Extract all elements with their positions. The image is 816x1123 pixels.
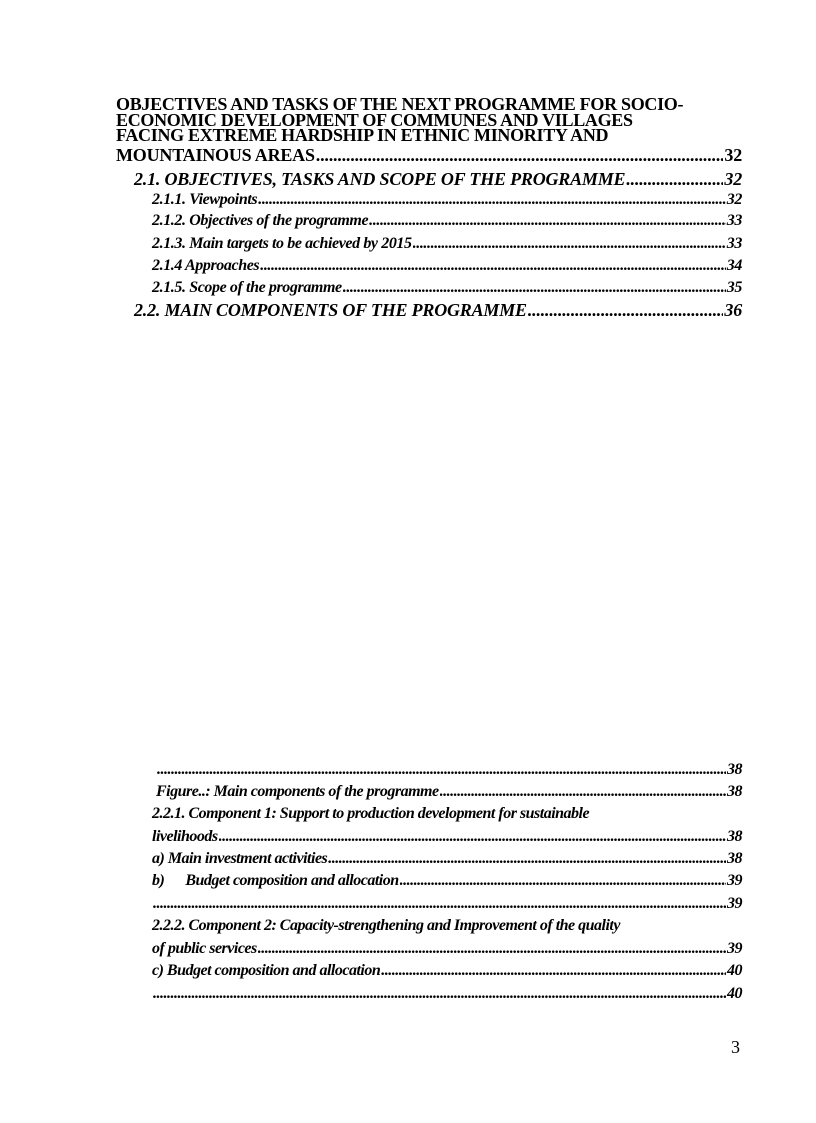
dot-leader <box>258 192 726 208</box>
toc-page-number: 32 <box>724 169 742 189</box>
toc-page-number: 32 <box>726 191 742 208</box>
toc-entry-2-1-3[interactable] <box>152 236 742 252</box>
toc-entry-2-2-1-first-line[interactable]: 2.2.1. Component 1: Support to production development for sustainable <box>152 805 590 822</box>
toc-page-number: 35 <box>726 279 742 296</box>
dot-leader <box>381 963 726 979</box>
dot-leader <box>316 146 724 164</box>
dot-leader <box>258 941 726 957</box>
toc-page-number: 32 <box>724 145 742 165</box>
toc-entry-2-2-2-first-line[interactable]: 2.2.2. Component 2: Capacity-strengthening and Improvement of the quality <box>152 917 620 934</box>
toc-page-number: 33 <box>726 212 742 229</box>
toc-entry-blank[interactable] <box>152 896 742 912</box>
toc-entry-2-1[interactable] <box>134 170 742 188</box>
dot-leader <box>440 784 726 800</box>
toc-entry-label: 2.1.4 Approaches <box>152 257 260 274</box>
toc-entry-label: c) Budget composition and allocation <box>152 962 381 979</box>
toc-page-number: 39 <box>727 895 742 912</box>
toc-entry-label: of public services <box>152 940 257 957</box>
dot-leader <box>153 986 726 1002</box>
toc-entry-label: b) Budget composition and allocation <box>152 872 399 889</box>
dot-leader <box>626 170 723 188</box>
toc-entry-a[interactable] <box>152 851 742 867</box>
dot-leader <box>328 851 726 867</box>
dot-leader <box>369 213 726 229</box>
toc-entry-label: 2.1.2. Objectives of the programme <box>152 212 369 229</box>
toc-entry-label: 2.1.1. Viewpoints <box>152 191 258 208</box>
toc-entry-label: livelihoods <box>152 828 218 845</box>
toc-entry-2-1-2[interactable] <box>152 213 742 229</box>
toc-page-number: 33 <box>726 235 742 252</box>
toc-page-number: 34 <box>726 257 742 274</box>
dot-leader <box>343 280 726 296</box>
toc-page-number: 39 <box>727 940 742 957</box>
toc-page-number: 40 <box>727 985 742 1002</box>
toc-heading-line: FACING EXTREME HARDSHIP IN ETHNIC MINORITY AND <box>116 125 609 145</box>
toc-entry-blank[interactable] <box>156 762 742 778</box>
toc-page-number: 38 <box>727 828 742 845</box>
toc-entry-2-2-2[interactable] <box>152 941 742 957</box>
toc-heading-line: ECONOMIC DEVELOPMENT OF COMMUNES AND VILLAGES <box>116 109 633 130</box>
toc-page-number: 38 <box>727 783 742 800</box>
dot-leader <box>413 236 726 252</box>
toc-page-number: 40 <box>727 962 742 979</box>
toc-heading-entry[interactable] <box>116 94 742 145</box>
toc-entry-2-1-1[interactable] <box>152 192 742 208</box>
toc-entry-label: 2.2. MAIN COMPONENTS OF THE PROGRAMME <box>134 300 527 320</box>
toc-entry-label: 2.1.5. Scope of the programme <box>152 279 342 296</box>
toc-heading-line: OBJECTIVES AND TASKS OF THE NEXT PROGRAMME FOR SOCIO- <box>116 94 684 114</box>
toc-entry-label: a) Main investment activities <box>152 850 328 867</box>
toc-entry-2-2[interactable] <box>134 301 742 319</box>
toc-entry-label: 2.1. OBJECTIVES, TASKS AND SCOPE OF THE PROGRAMME <box>134 169 626 189</box>
toc-page-number: 39 <box>727 872 742 889</box>
dot-leader <box>219 829 726 845</box>
toc-entry-blank[interactable] <box>152 986 742 1002</box>
dot-leader <box>157 762 726 778</box>
toc-entry-2-1-5[interactable] <box>152 280 742 296</box>
toc-heading-line: MOUNTAINOUS AREAS <box>116 145 315 165</box>
toc-entry-figure[interactable] <box>156 784 742 800</box>
dot-leader <box>260 258 726 274</box>
toc-page-number: 36 <box>724 300 742 320</box>
toc-entry-label: Figure..: Main components of the programme <box>156 783 439 800</box>
toc-entry-b[interactable] <box>152 873 742 889</box>
dot-leader <box>400 873 726 889</box>
dot-leader <box>528 301 724 319</box>
toc-page-number: 38 <box>727 850 742 867</box>
toc-page-number: 38 <box>727 761 742 778</box>
dot-leader <box>153 896 726 912</box>
page-number: 3 <box>731 1037 740 1057</box>
toc-entry-2-2-1[interactable] <box>152 829 742 845</box>
toc-heading-last-line[interactable] <box>116 146 742 164</box>
toc-entry-c[interactable] <box>152 963 742 979</box>
toc-entry-label: 2.1.3. Main targets to be achieved by 2015 <box>152 235 412 252</box>
toc-entry-2-1-4[interactable] <box>152 258 742 274</box>
